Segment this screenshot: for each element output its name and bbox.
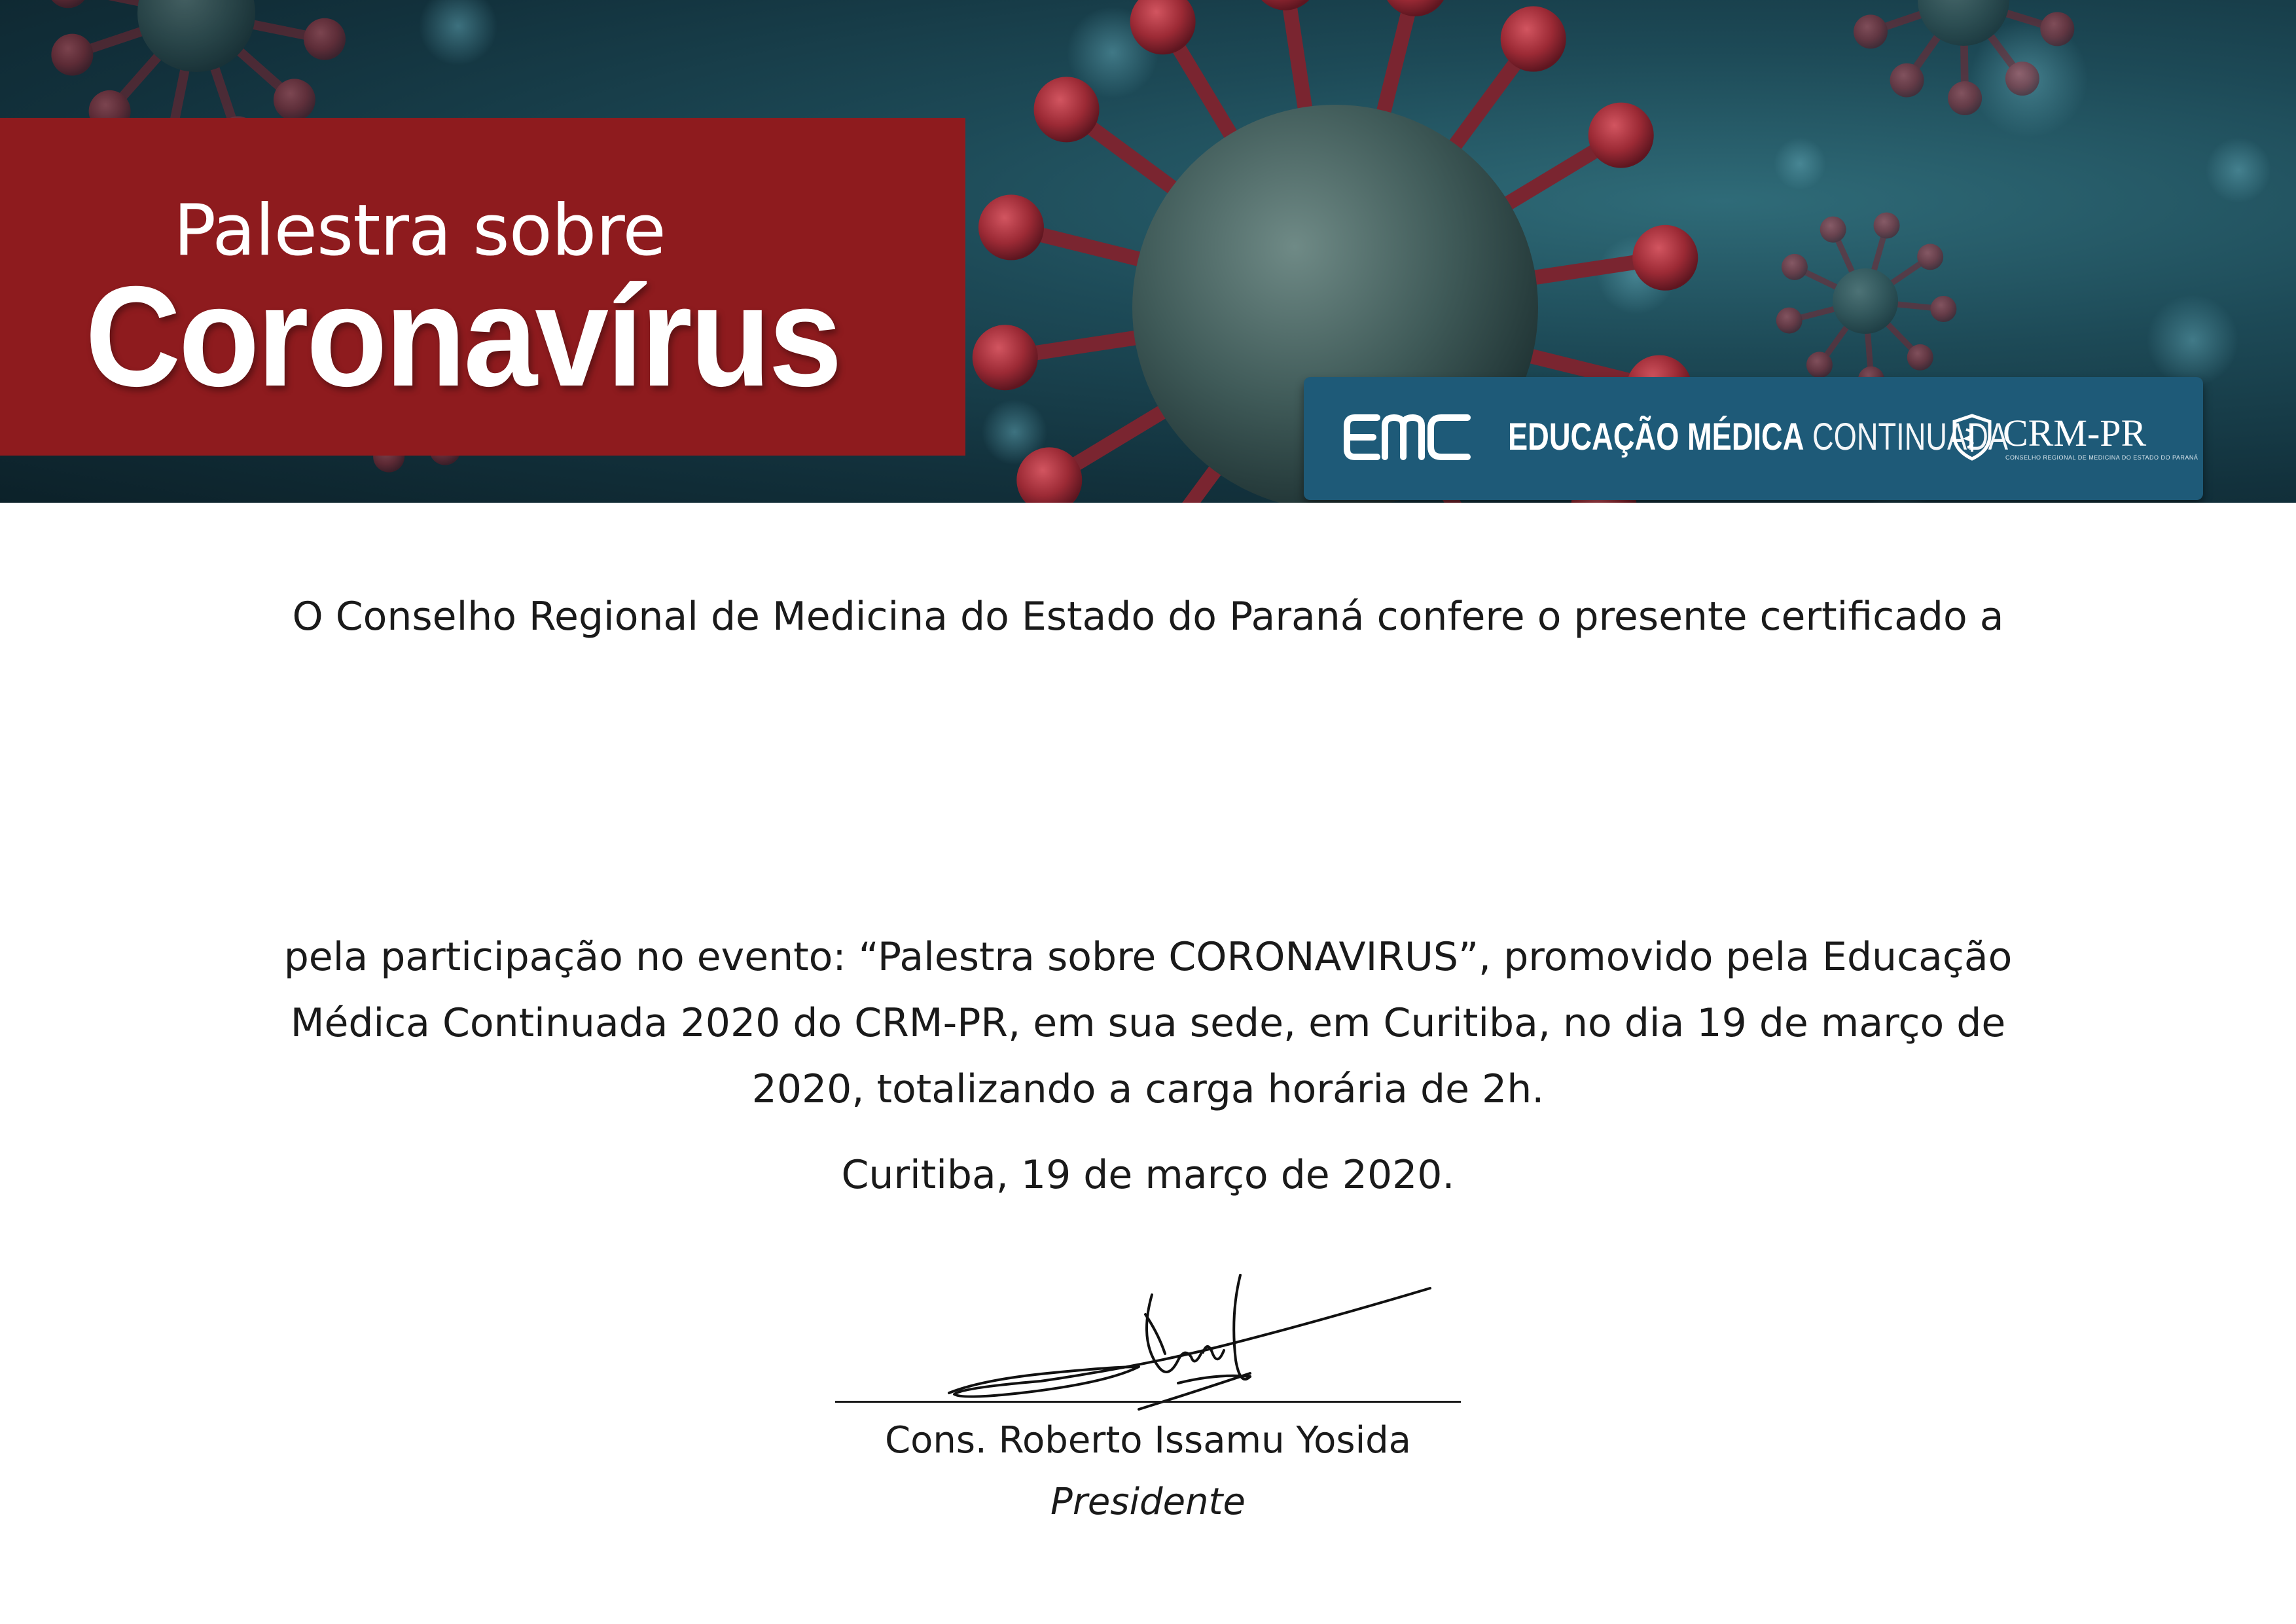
signer-name: Cons. Roberto Issamu Yosida xyxy=(885,1419,1411,1462)
emc-label-light: CONTINUADA xyxy=(1812,416,2009,458)
title-small: Palestra sobre xyxy=(173,190,666,272)
header-banner xyxy=(0,0,2296,503)
crm-label: CRM-PR xyxy=(2003,412,2147,454)
certificate-place-date: Curitiba, 19 de março de 2020. xyxy=(841,1152,1455,1198)
crm-sublabel: CONSELHO REGIONAL DE MEDICINA DO ESTADO DO PARANÁ xyxy=(2005,454,2198,461)
title-big: Coronavírus xyxy=(85,257,840,416)
certificate-intro: O Conselho Regional de Medicina do Estado do Paraná confere o presente certificado a xyxy=(292,594,2004,640)
crm-shield-icon xyxy=(1950,414,1994,461)
handwritten-signature xyxy=(942,1269,1440,1419)
emc-label xyxy=(1508,415,2008,459)
emc-label-bold: EDUCAÇÃO MÉDICA xyxy=(1508,416,1804,458)
emc-logo-icon xyxy=(1343,411,1474,463)
signature-line xyxy=(835,1401,1461,1403)
logo-bar xyxy=(1304,377,2203,500)
certificate-participation: pela participação no evento: “Palestra sobre CORONAVIRUS”, promovido pela Educação Médica Continuada 2020 do CRM-PR, em sua sede, em Curitiba, no dia 19 de março de 2020, totalizando a carga horária de 2h. xyxy=(283,934,2013,1112)
signer-role: Presidente xyxy=(1050,1481,1246,1523)
